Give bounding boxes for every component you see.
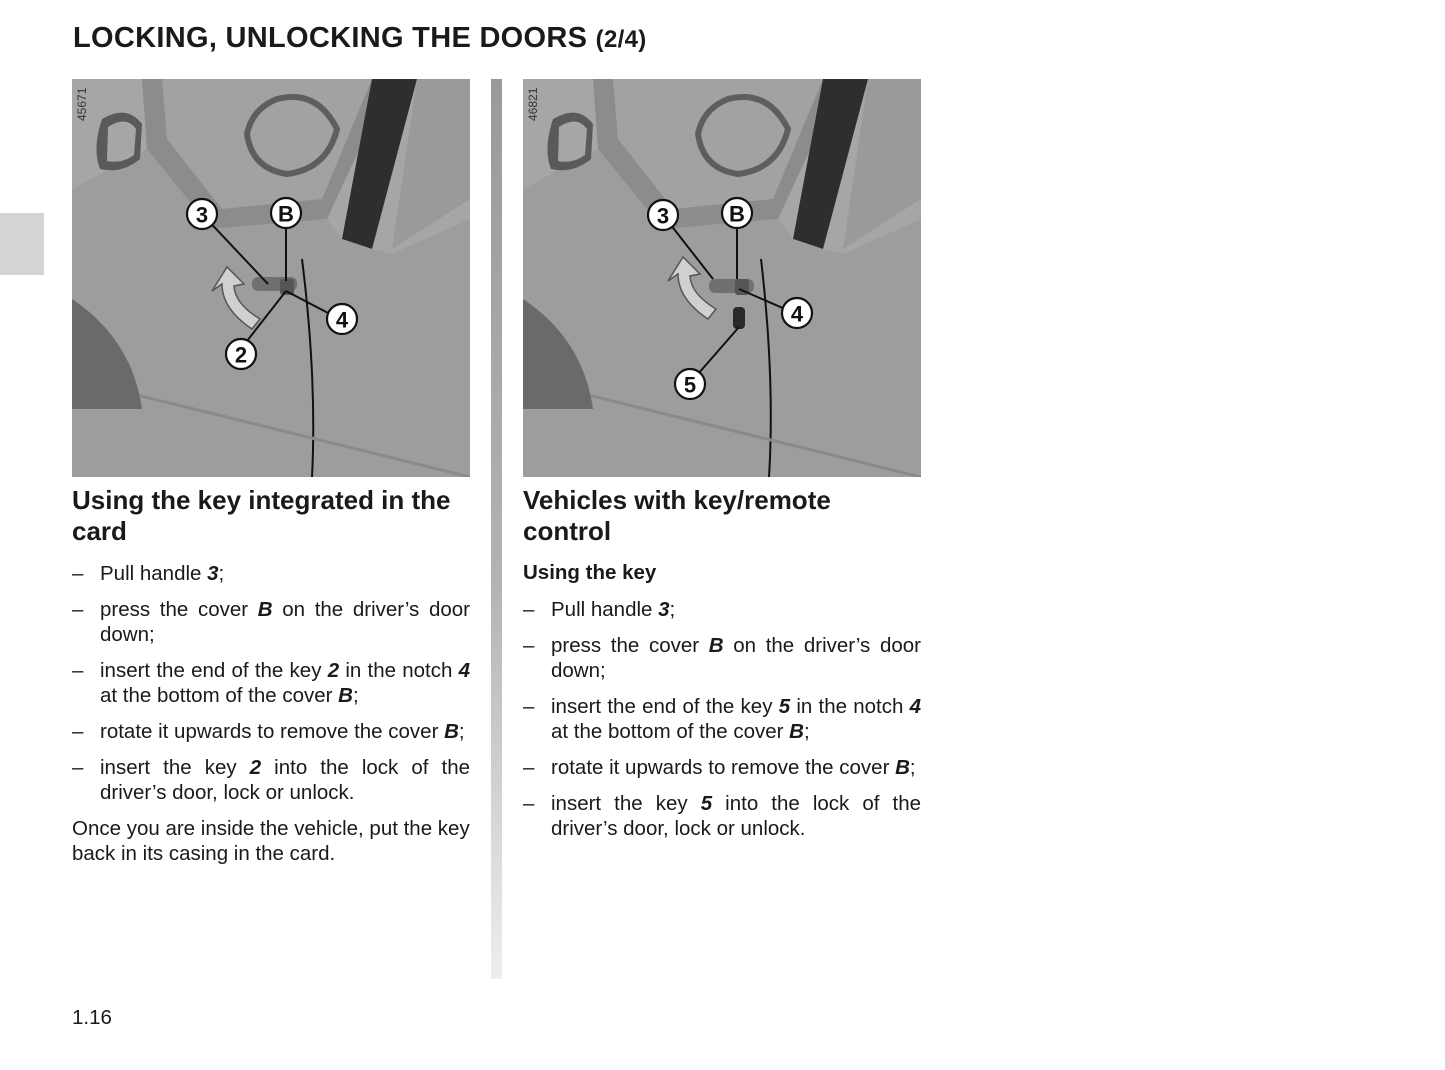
- step-text: ;: [803, 720, 810, 743]
- dash-bullet: –: [523, 634, 535, 657]
- page-title: [73, 22, 647, 55]
- step-text: on the driver’s door down;: [100, 598, 470, 646]
- step-reference: B: [257, 598, 273, 621]
- dash-bullet: –: [72, 598, 84, 621]
- step-text: into the lock of the driver’s door, lock or unlock.: [551, 792, 921, 840]
- step-item: [72, 597, 470, 647]
- step-text: insert the end of the key: [551, 695, 779, 718]
- step-text: ;: [909, 756, 916, 779]
- dash-bullet: –: [72, 659, 84, 682]
- dash-bullet: –: [72, 562, 84, 585]
- right-steps-list: [523, 597, 921, 841]
- step-text: at the bottom of the cover: [551, 720, 790, 743]
- callout-B-label: B: [729, 201, 745, 227]
- callout-4: [327, 304, 357, 334]
- right-door-illustration: [523, 79, 921, 477]
- step-reference: 4: [909, 695, 922, 718]
- dash-bullet: –: [523, 598, 535, 621]
- callout-B: [722, 198, 752, 228]
- callout-4: [782, 298, 812, 328]
- dash-bullet: –: [72, 720, 84, 743]
- step-item: [523, 755, 921, 780]
- step-reference: 5: [700, 792, 713, 815]
- right-subheading: Using the key: [523, 561, 657, 584]
- step-item: [72, 719, 470, 744]
- step-reference: 3: [658, 598, 670, 621]
- callout-2-label: 2: [234, 342, 248, 368]
- dash-bullet: –: [523, 756, 535, 779]
- step-text: ;: [218, 562, 225, 585]
- left-heading: Using the key integrated in the card: [72, 485, 451, 546]
- step-reference: 4: [458, 659, 471, 682]
- figure-number: 45671: [75, 87, 89, 121]
- step-text: press the cover: [551, 634, 709, 657]
- callout-2: [226, 339, 256, 369]
- right-door-drawing: [523, 79, 921, 477]
- step-text: insert the key: [551, 792, 701, 815]
- step-item: [72, 561, 470, 586]
- step-text: ;: [352, 684, 359, 707]
- callout-3-label: 3: [656, 203, 670, 229]
- step-reference: 3: [207, 562, 219, 585]
- step-item: [72, 658, 470, 708]
- step-text: rotate it upwards to remove the cover: [100, 720, 445, 743]
- step-text: at the bottom of the cover: [100, 684, 339, 707]
- step-reference: B: [444, 720, 459, 743]
- step-item: [523, 791, 921, 841]
- step-text: Pull handle: [100, 562, 208, 585]
- callout-3: [187, 199, 217, 229]
- step-text: into the lock of the driver’s door, lock or unlock.: [100, 756, 470, 804]
- step-text: in the notch: [339, 659, 459, 682]
- step-text: press the cover: [100, 598, 258, 621]
- step-item: [523, 633, 921, 683]
- step-reference: 2: [327, 659, 340, 682]
- step-reference: B: [338, 684, 353, 707]
- step-text: rotate it upwards to remove the cover: [551, 756, 896, 779]
- left-steps-list: [72, 561, 470, 805]
- step-reference: B: [789, 720, 804, 743]
- dash-bullet: –: [523, 695, 535, 718]
- left-column: [72, 79, 470, 866]
- step-text: insert the key: [100, 756, 250, 779]
- callout-B: [271, 198, 301, 228]
- callout-3: [648, 200, 678, 230]
- step-reference: 5: [778, 695, 791, 718]
- figure-number: 46821: [526, 87, 540, 121]
- page-title-part: (2/4): [595, 26, 647, 53]
- step-item: [523, 597, 921, 622]
- step-text: ;: [458, 720, 465, 743]
- step-text: insert the end of the key: [100, 659, 328, 682]
- callout-5-label: 5: [683, 372, 697, 398]
- dash-bullet: –: [72, 756, 84, 779]
- page-number: 1.16: [72, 1006, 112, 1029]
- right-column: [523, 79, 921, 852]
- page-title-text: LOCKING, UNLOCKING THE DOORS: [73, 22, 588, 54]
- step-text: in the notch: [790, 695, 910, 718]
- right-heading: Vehicles with key/remote control: [523, 485, 831, 546]
- left-door-drawing: [72, 79, 470, 477]
- step-text: on the driver’s door down;: [551, 634, 921, 682]
- column-divider: [491, 79, 502, 979]
- step-reference: 2: [249, 756, 262, 779]
- callout-4-label: 4: [790, 301, 804, 327]
- callout-3-label: 3: [195, 202, 209, 228]
- step-reference: B: [895, 756, 910, 779]
- side-section-tab: [0, 213, 44, 275]
- step-text: Pull handle: [551, 598, 659, 621]
- step-item: [523, 694, 921, 744]
- callout-5: [675, 369, 705, 399]
- callout-4-label: 4: [335, 307, 349, 333]
- step-text: ;: [669, 598, 676, 621]
- left-door-illustration: [72, 79, 470, 477]
- callout-B-label: B: [278, 201, 294, 227]
- step-reference: B: [708, 634, 724, 657]
- step-item: [72, 755, 470, 805]
- dash-bullet: –: [523, 792, 535, 815]
- left-note: Once you are inside the vehicle, put the key back in its casing in the card.: [72, 817, 470, 865]
- key: [733, 307, 745, 329]
